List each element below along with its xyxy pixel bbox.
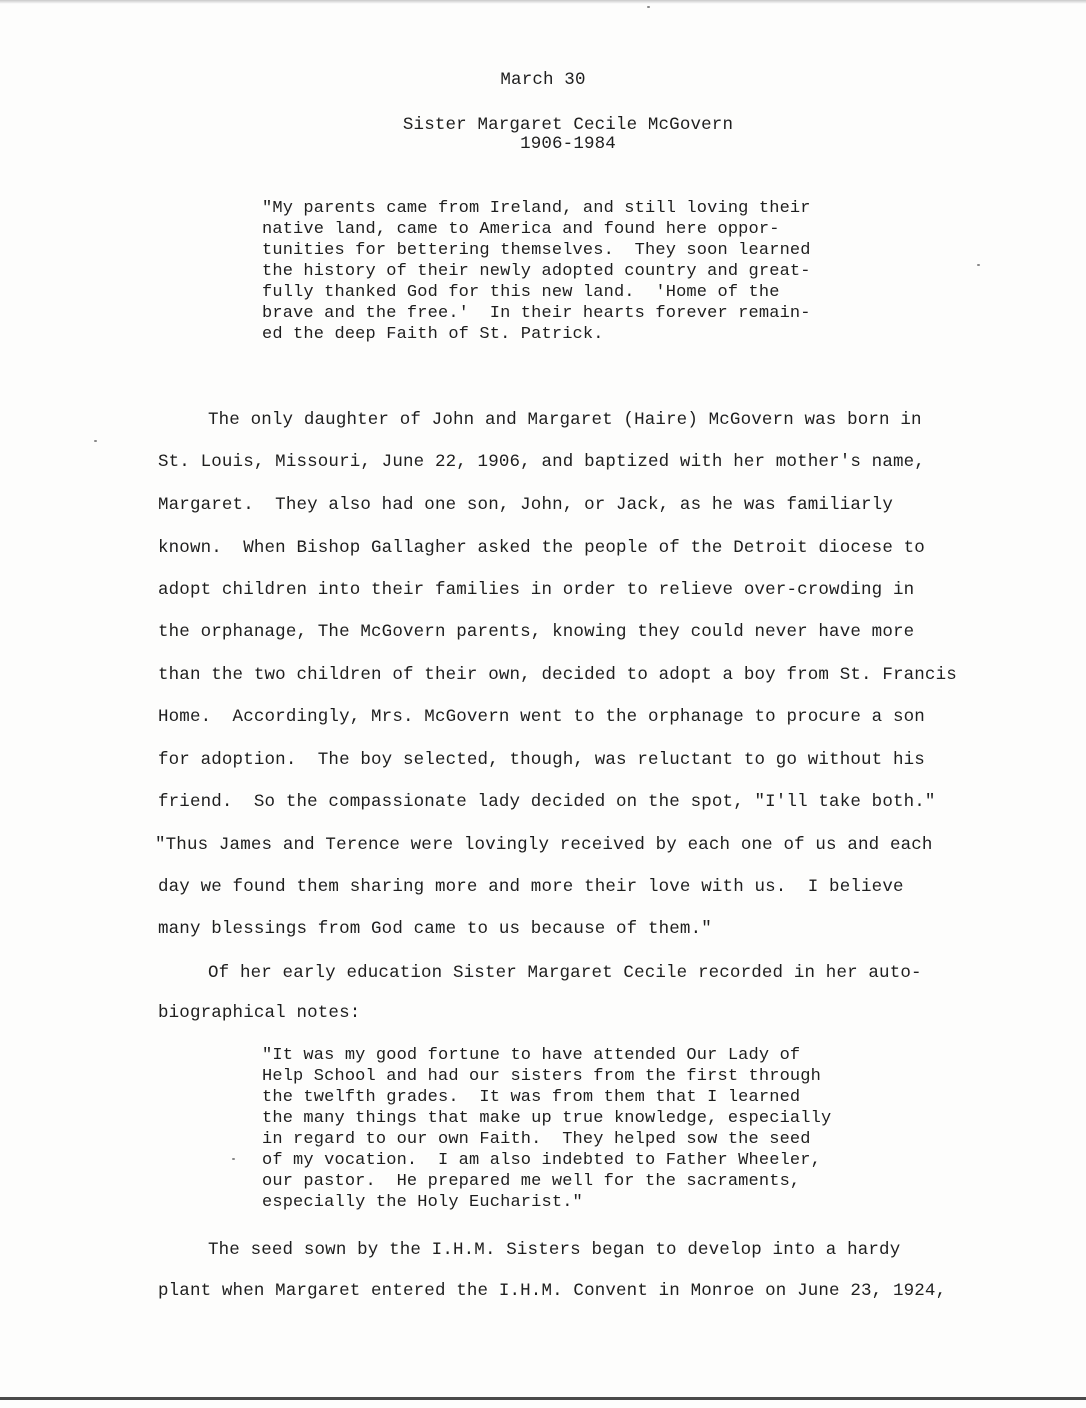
scan-speck	[977, 264, 980, 266]
body-line: "Thus James and Terence were lovingly received by each one of us and each	[155, 835, 933, 855]
body-line: day we found them sharing more and more their love with us. I believe	[158, 877, 904, 897]
body-line: The seed sown by the I.H.M. Sisters began to develop into a hardy	[208, 1240, 901, 1260]
scan-speck	[232, 1158, 235, 1160]
body-line: The only daughter of John and Margaret (Haire) McGovern was born in	[208, 410, 922, 430]
scan-speck	[94, 440, 97, 442]
quote-line: the twelfth grades. It was from them that I learned	[262, 1088, 801, 1107]
quote-line: the many things that make up true knowledge, especially	[262, 1109, 832, 1128]
body-line: Margaret. They also had one son, John, or Jack, as he was familiarly	[158, 495, 893, 515]
bottom-edge-rule	[0, 1397, 1086, 1400]
quote-line: brave and the free.' In their hearts forever remain-	[262, 304, 811, 323]
subject-years: 1906-1984	[520, 134, 616, 154]
body-line: adopt children into their families in order to relieve over-crowding in	[158, 580, 915, 600]
body-line: many blessings from God came to us because of them."	[158, 919, 712, 939]
quote-line: tunities for bettering themselves. They soon learned	[262, 241, 811, 260]
quote-line: "It was my good fortune to have attended Our Lady of	[262, 1046, 801, 1065]
subject-name: Sister Margaret Cecile McGovern	[402, 115, 734, 135]
body-line: St. Louis, Missouri, June 22, 1906, and baptized with her mother's name,	[158, 452, 925, 472]
body-line: for adoption. The boy selected, though, was reluctant to go without his	[158, 750, 925, 770]
quote-line: of my vocation. I am also indebted to Father Wheeler,	[262, 1151, 821, 1170]
quote-line: ed the deep Faith of St. Patrick.	[262, 325, 604, 344]
body-line: Of her early education Sister Margaret Cecile recorded in her auto-	[208, 963, 922, 983]
body-line: Home. Accordingly, Mrs. McGovern went to the orphanage to procure a son	[158, 707, 925, 727]
quote-line: native land, came to America and found here oppor-	[262, 220, 780, 239]
quote-line: in regard to our own Faith. They helped sow the seed	[262, 1130, 811, 1149]
body-line: plant when Margaret entered the I.H.M. Convent in Monroe on June 23, 1924,	[158, 1281, 947, 1301]
body-line: biographical notes:	[158, 1003, 361, 1023]
body-line: known. When Bishop Gallagher asked the people of the Detroit diocese to	[158, 538, 925, 558]
body-line: the orphanage, The McGovern parents, knowing they could never have more	[158, 622, 915, 642]
quote-line: "My parents came from Ireland, and still loving their	[262, 199, 811, 218]
date-heading: March 30	[500, 70, 586, 90]
body-line: than the two children of their own, decided to adopt a boy from St. Francis	[158, 665, 957, 685]
body-line: friend. So the compassionate lady decided on the spot, "I'll take both."	[158, 792, 936, 812]
quote-line: the history of their newly adopted country and great-	[262, 262, 811, 281]
quote-line: our pastor. He prepared me well for the sacraments,	[262, 1172, 801, 1191]
quote-line: especially the Holy Eucharist."	[262, 1193, 583, 1212]
top-edge-shadow	[0, 0, 1086, 4]
quote-line: Help School and had our sisters from the first through	[262, 1067, 821, 1086]
scan-speck	[647, 6, 650, 8]
quote-line: fully thanked God for this new land. 'Home of the	[262, 283, 780, 302]
